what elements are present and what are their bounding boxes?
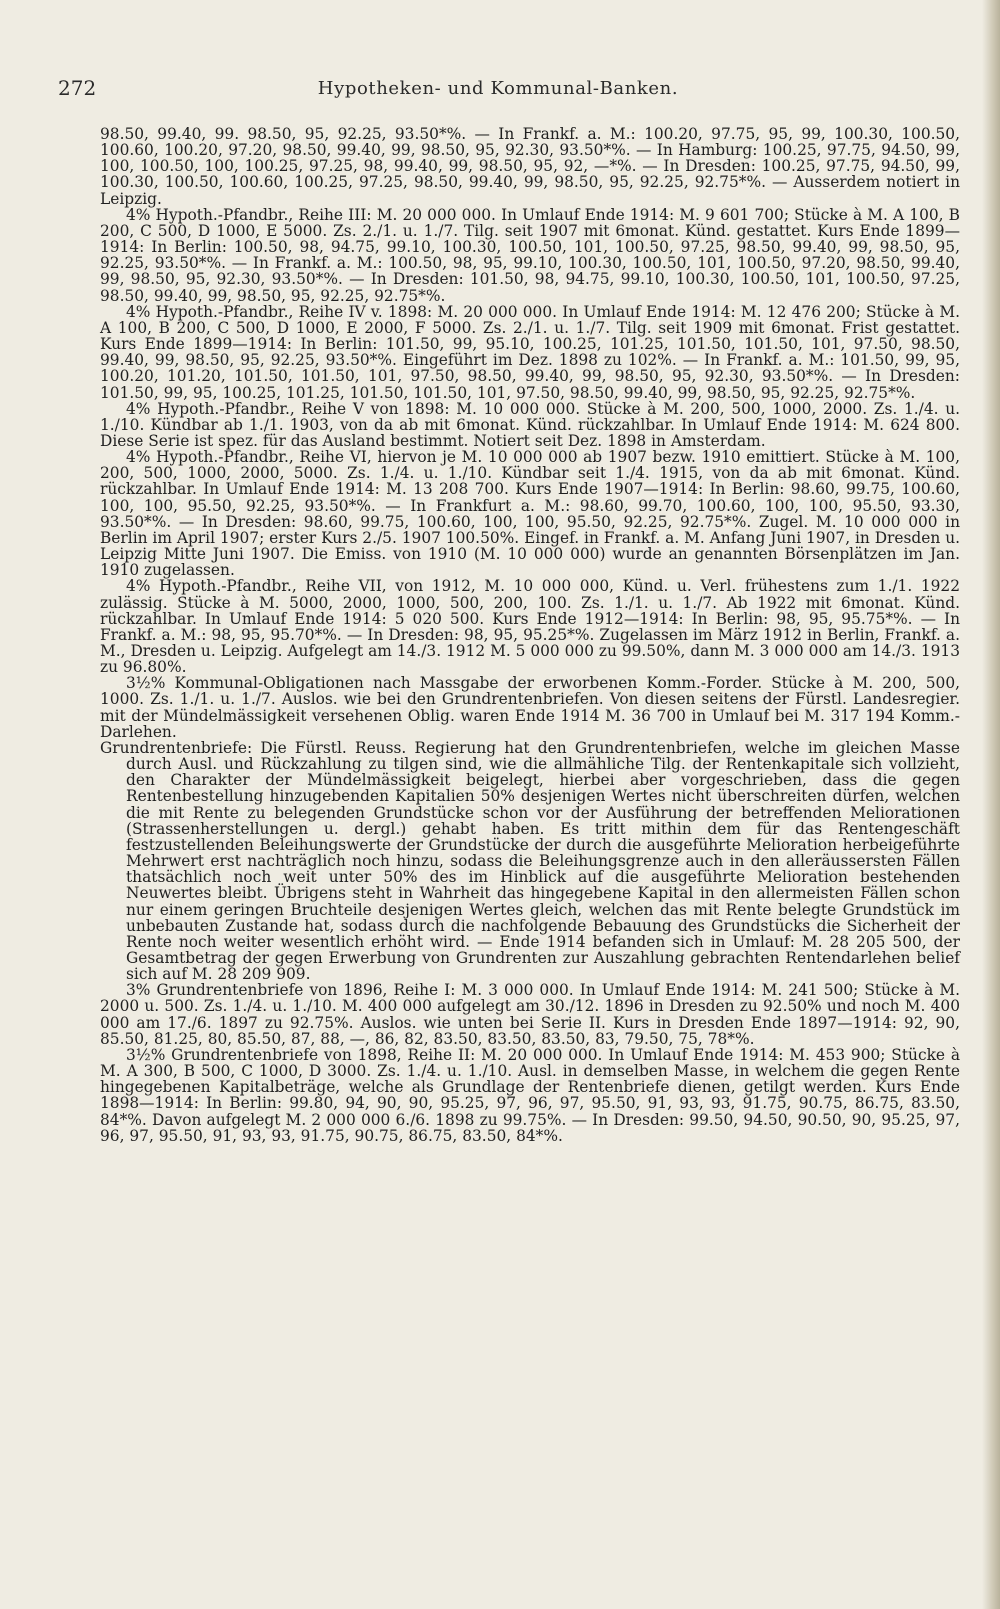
page-header — [58, 76, 938, 104]
body-text — [100, 126, 960, 1144]
paragraph: 3% Grundrentenbriefe von 1896, Reihe I: M. 3 000 000. In Umlauf Ende 1914: M. 241 500; Stücke à M. 2000 u. 500. Zs. 1./4. u. 1./10. M. 400 000 aufgelegt am 30./12. 1896 in Dresden zu 92.50% und noch M. 400 000 am 17./6. 1897 zu 92.75%. Auslos. wie unten bei Serie II. Kurs in Dresden Ende 1897—1914: 92, 90, 85.50, 81.25, 80, 85.50, 87, 88, —, 86, 82, 83.50, 83.50, 83.50, 83, 79.50, 75, 78*%. — [100, 981, 960, 1048]
paragraph: 3½% Kommunal-Obligationen nach Massgabe der erworbenen Komm.-Forder. Stücke à M. 200, 500, 1000. Zs. 1./1. u. 1./7. Auslos. wie bei den Grundrentenbriefen. Von diesen seitens der Fürstl. Landesregier. mit der Mündelmässigkeit versehenen Oblig. waren Ende 1914 M. 36 700 in Umlauf bei M. 317 194 Komm.-Darlehen. — [100, 674, 960, 741]
paragraph: 4% Hypoth.-Pfandbr., Reihe IV v. 1898: M. 20 000 000. In Umlauf Ende 1914: M. 12 476 200; Stücke à M. A 100, B 200, C 500, D 1000, E 2000, F 5000. Zs. 2./1. u. 1./7. Tilg. seit 1909 mit 6monat. Frist gestattet. Kurs Ende 1899—1914: In Berlin: 101.50, 99, 95.10, 100.25, 101.25, 101.50, 101.50, 101, 97.50, 98.50, 99.40, 99, 98.50, 95, 92.25, 93.50*%. Eingeführt im Dez. 1898 zu 102%. — In Frankf. a. M.: 101.50, 99, 95, 100.20, 101.20, 101.50, 101.50, 101, 97.50, 98.50, 99.40, 99, 98.50, 95, 92.30, 93.50*%. — In Dresden: 101.50, 99, 95, 100.25, 101.25, 101.50, 101.50, 101, 97.50, 98.50, 99.40, 99, 98.50, 95, 92.25, 92.75*%. — [100, 302, 960, 402]
paragraph: 4% Hypoth.-Pfandbr., Reihe III: M. 20 000 000. In Umlauf Ende 1914: M. 9 601 700; Stücke à M. A 100, B 200, C 500, D 1000, E 5000. Zs. 2./1. u. 1./7. Tilg. seit 1907 mit 6monat. Künd. gestattet. Kurs Ende 1899—1914: In Berlin: 100.50, 98, 94.75, 99.10, 100.30, 100.50, 101, 100.50, 97.25, 98.50, 99.40, 99, 98.50, 95, 92.25, 93.50*%. — In Frankf. a. M.: 100.50, 98, 95, 99.10, 100.30, 100.50, 101, 100.50, 97.20, 98.50, 99.40, 99, 98.50, 95, 92.30, 93.50*%. — In Dresden: 101.50, 98, 94.75, 99.10, 100.30, 100.50, 101, 100.50, 97.25, 98.50, 99.40, 99, 98.50, 95, 92.25, 92.75*%. — [100, 205, 960, 305]
paragraph: 4% Hypoth.-Pfandbr., Reihe VII, von 1912, M. 10 000 000, Künd. u. Verl. frühestens zum 1./1. 1922 zulässig. Stücke à M. 5000, 2000, 1000, 500, 200, 100. Zs. 1./1. u. 1./7. Ab 1922 mit 6monat. Künd. rückzahlbar. In Umlauf Ende 1914: 5 020 500. Kurs Ende 1912—1914: In Berlin: 98, 95, 95.75*%. — In Frankf. a. M.: 98, 95, 95.70*%. — In Dresden: 98, 95, 95.25*%. Zugelassen im März 1912 in Berlin, Frankf. a. M., Dresden u. Leipzig. Aufgelegt am 14./3. 1912 M. 5 000 000 zu 99.50%, dann M. 3 000 000 am 14./3. 1913 zu 96.80%. — [100, 577, 960, 677]
paragraph: 4% Hypoth.-Pfandbr., Reihe VI, hiervon je M. 10 000 000 ab 1907 bezw. 1910 emittiert. Stücke à M. 100, 200, 500, 1000, 2000, 5000. Zs. 1./4. u. 1./10. Kündbar seit 1./4. 1915, von da ab mit 6monat. Künd. rückzahlbar. In Umlauf Ende 1914: M. 13 208 700. Kurs Ende 1907—1914: In Berlin: 98.60, 99.75, 100.60, 100, 100, 95.50, 92.25, 93.50*%. — In Frankfurt a. M.: 98.60, 99.70, 100.60, 100, 100, 95.50, 93.30, 93.50*%. — In Dresden: 98.60, 99.75, 100.60, 100, 100, 95.50, 92.25, 92.75*%. Zugel. M. 10 000 000 in Berlin im April 1907; erster Kurs 2./5. 1907 100.50%. Eingef. in Frankf. a. M. Anfang Juni 1907, in Dresden u. Leipzig Mitte Juni 1907. Die Emiss. von 1910 (M. 10 000 000) wurde an genannten Börsenplätzen im Jan. 1910 zugelassen. — [100, 448, 960, 580]
paragraph: 3½% Grundrentenbriefe von 1898, Reihe II: M. 20 000 000. In Umlauf Ende 1914: M. 453 900; Stücke à M. A 300, B 500, C 1000, D 3000. Zs. 1./4. u. 1./10. Ausl. in demselben Masse, in welchem die gegen Rente hingegebenen Kapitalbeträge, welche als Grundlage der Rentenbriefe dienen, getilgt werden. Kurs Ende 1898—1914: In Berlin: 99.80, 94, 90, 90, 95.25, 97, 96, 97, 95.50, 91, 93, 93, 91.75, 90.75, 86.75, 83.50, 84*%. Davon aufgelegt M. 2 000 000 6./6. 1898 zu 99.75%. — In Dresden: 99.50, 94.50, 90.50, 90, 95.25, 97, 96, 97, 95.50, 91, 93, 93, 91.75, 90.75, 86.75, 83.50, 84*%. — [100, 1045, 960, 1145]
running-title: Hypotheken- und Kommunal-Banken. — [317, 78, 679, 99]
page-number: 272 — [58, 76, 97, 100]
paragraph: 4% Hypoth.-Pfandbr., Reihe V von 1898: M. 10 000 000. Stücke à M. 200, 500, 1000, 2000. Zs. 1./4. u. 1./10. Kündbar ab 1./1. 1903, von da ab mit 6monat. Künd. rückzahlbar. In Umlauf Ende 1914: M. 624 800. Diese Serie ist spez. für das Ausland bestimmt. Notiert seit Dez. 1898 in Amsterdam. — [100, 399, 960, 450]
page-edge-shadow — [982, 0, 1000, 1609]
paragraph: Grundrentenbriefe: Die Fürstl. Reuss. Regierung hat den Grundrentenbriefen, welche im gleichen Masse durch Ausl. und Rückzahlung zu tilgen sind, wie die allmähliche Tilg. der Rentenkapitale sich vollzieht, den Charakter der Mündelmässigkeit beigelegt, hierbei aber vorgeschrieben, dass die gegen Rentenbestellung hinzugebenden Kapitalien 50% desjenigen Wertes nicht überschreiten dürfen, welchen die mit Rente zu belegenden Grundstücke schon vor der Ausführung der betreffenden Meliorationen (Strassenherstellungen u. dergl.) gehabt haben. Es tritt mithin dem für das Rentengeschäft festzustellenden Beleihungswerte der Grundstücke der durch die ausgeführte Melioration herbeigeführte Mehrwert erst nachträglich noch hinzu, sodass die Beleihungsgrenze auch in den alleräussersten Fällen thatsächlich noch weit unter 50% des im Hinblick auf die ausgeführte Melioration bestehenden Neuwertes bleibt. Übrigens steht in Wahrheit das hingegebene Kapital in den allermeisten Fällen schon nur einem geringen Bruchteile desjenigen Wertes gleich, welchen das mit Rente belegte Grundstück im unbebauten Zustande hat, sodass durch die nachfolgende Bebauung des Grundstücks die Sicherheit der Rente noch weiter wesentlich erhöht wird. — Ende 1914 befanden sich in Umlauf: M. 28 205 500, der Gesamtbetrag der gegen Erwerbung von Grundrenten zur Auszahlung gebrachten Rentendarlehen belief sich auf M. 28 209 909. — [100, 738, 960, 984]
paragraph: 98.50, 99.40, 99. 98.50, 95, 92.25, 93.50*%. — In Frankf. a. M.: 100.20, 97.75, 95, 99, 100.30, 100.50, 100.60, 100.20, 97.20, 98.50, 99.40, 99, 98.50, 95, 92.30, 93.50*%. — In Hamburg: 100.25, 97.75, 94.50, 99, 100, 100.50, 100, 100.25, 97.25, 98, 99.40, 99, 98.50, 95, 92, —*%. — In Dresden: 100.25, 97.75, 94.50, 99, 100.30, 100.50, 100.60, 100.25, 97.25, 98.50, 99.40, 99, 98.50, 95, 92.25, 92.75*%. — Ausserdem notiert in Leipzig. — [100, 125, 960, 208]
